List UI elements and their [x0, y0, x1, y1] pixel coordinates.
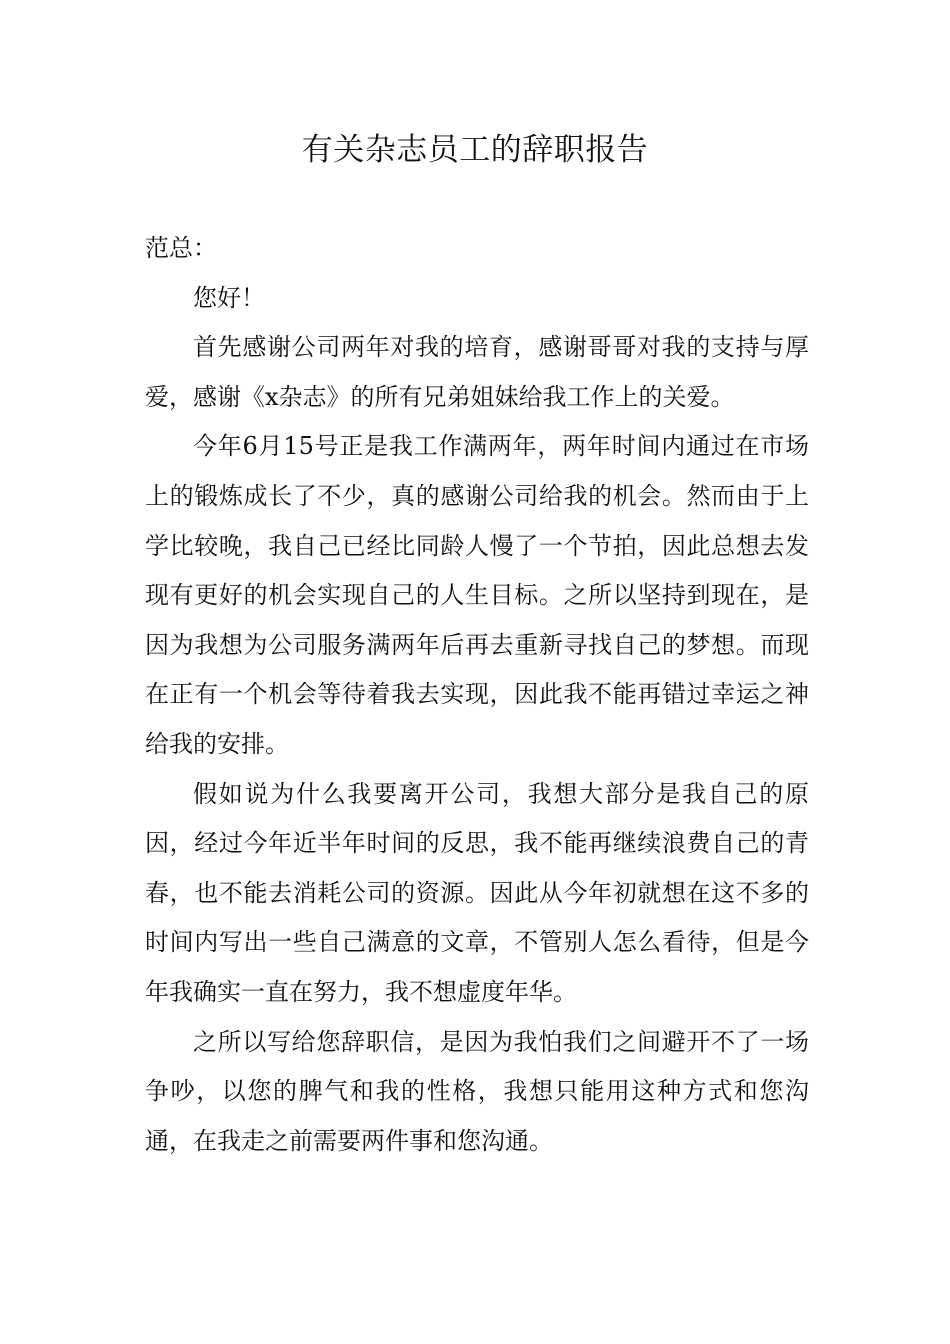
- document-title: 有关杂志员工的辞职报告: [301, 132, 649, 168]
- document-body: [145, 224, 809, 1166]
- paragraph-greeting: 您好！: [193, 283, 265, 312]
- salutation: 范总：: [145, 234, 217, 262]
- paragraph-thanks: 首先感谢公司两年对我的培育，感谢哥哥对我的支持与厚爱，感谢《x杂志》的所有兄弟姐妹给我工作上的关爱。: [145, 333, 809, 411]
- paragraph-background: 今年6月15号正是我工作满两年，两年时间内通过在市场上的锻炼成长了不少，真的感谢公司给我的机会。然而由于上学比较晚，我自己已经比同龄人慢了一个节拍，因此总想去发现有更好的机会实现自己的人生目标。之所以坚持到现在，是因为我想为公司服务满两年后再去重新寻找自己的梦想。而现在正有一个机会等待着我去实现，因此我不能再错过幸运之神给我的安排。: [145, 432, 809, 758]
- paragraph-letter-purpose: 之所以写给您辞职信，是因为我怕我们之间避开不了一场争吵，以您的脾气和我的性格，我想只能用这种方式和您沟通，在我走之前需要两件事和您沟通。: [145, 1027, 809, 1155]
- paragraph-reason: 假如说为什么我要离开公司，我想大部分是我自己的原因，经过今年近半年时间的反思，我不能再继续浪费自己的青春，也不能去消耗公司的资源。因此从今年初就想在这不多的时间内写出一些自己满意的文章，不管别人怎么看待，但是今年我确实一直在努力，我不想虚度年华。: [145, 779, 809, 1006]
